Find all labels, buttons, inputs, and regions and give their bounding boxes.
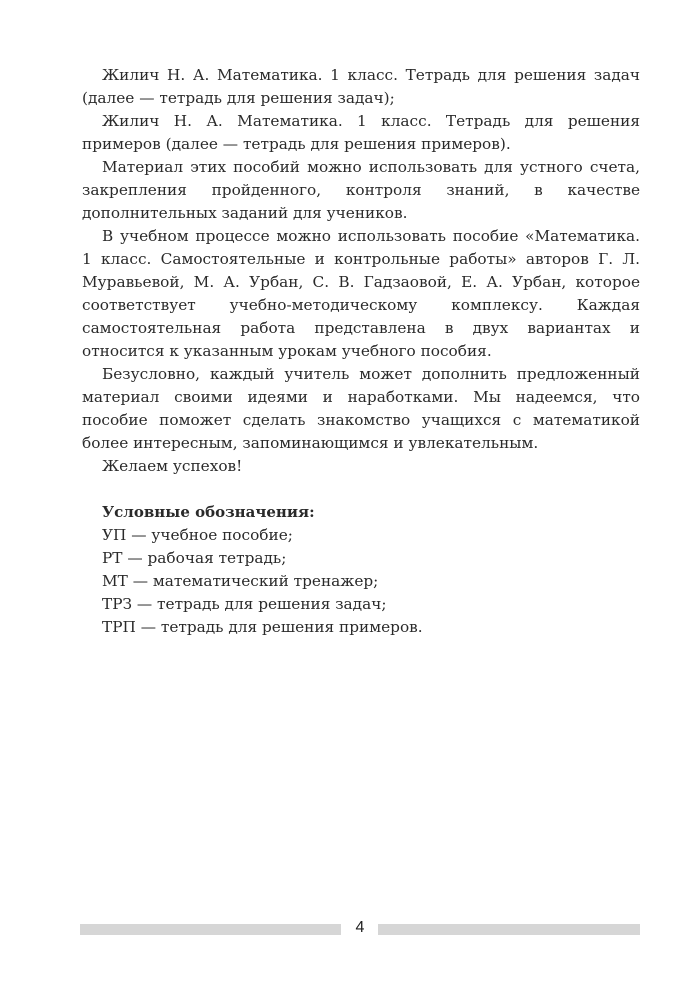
footer-bar-left xyxy=(80,924,341,935)
legend-item: ТРЗ — тетрадь для решения задач; xyxy=(102,595,387,613)
legend-title: Условные обозначения: xyxy=(102,503,315,521)
paragraph-wishes: Желаем успехов! xyxy=(102,457,243,475)
legend-item: ТРП — тетрадь для решения примеров. xyxy=(102,618,423,636)
footer-bar-right xyxy=(378,924,640,935)
page-body xyxy=(82,64,640,639)
legend-item: РТ — рабочая тетрадь; xyxy=(102,549,287,567)
legend xyxy=(82,501,640,639)
page-number: 4 xyxy=(355,919,365,936)
legend-item: УП — учебное пособие; xyxy=(102,526,293,544)
legend-item: МТ — математический тренажер; xyxy=(102,572,379,590)
paragraph-material: Материал этих пособий можно использовать для устного счета, закрепления пройденного, контроля знаний, в качестве дополнительных заданий для учеников. xyxy=(82,158,640,222)
page-footer xyxy=(80,919,640,936)
spacer xyxy=(82,478,640,501)
paragraph-primery: Жилич Н. А. Математика. 1 класс. Тетрадь для решения примеров (далее — тетрадь для решения примеров). xyxy=(82,112,640,153)
paragraph-uchebny-process: В учебном процессе можно использовать пособие «Математика. 1 класс. Самостоятельные и контрольные работы» авторов Г. Л. Муравьевой, М. А. Урбан, С. В. Гадзаовой, Е. А. Урбан, которое соответствует учебно-методическому комплексу. Каждая самостоятельная работа представлена в двух вариантах и относится к указанным урокам учебного пособия. xyxy=(82,227,640,360)
paragraph-bezuslovno: Безусловно, каждый учитель может дополнить предложенный материал своими идеями и наработками. Мы надеемся, что пособие поможет сделать знакомство учащихся с математикой более интересным, запоминающимся и увлекательным. xyxy=(82,365,640,452)
paragraph-zadachi: Жилич Н. А. Математика. 1 класс. Тетрадь для решения задач (далее — тетрадь для решения задач); xyxy=(82,66,640,107)
